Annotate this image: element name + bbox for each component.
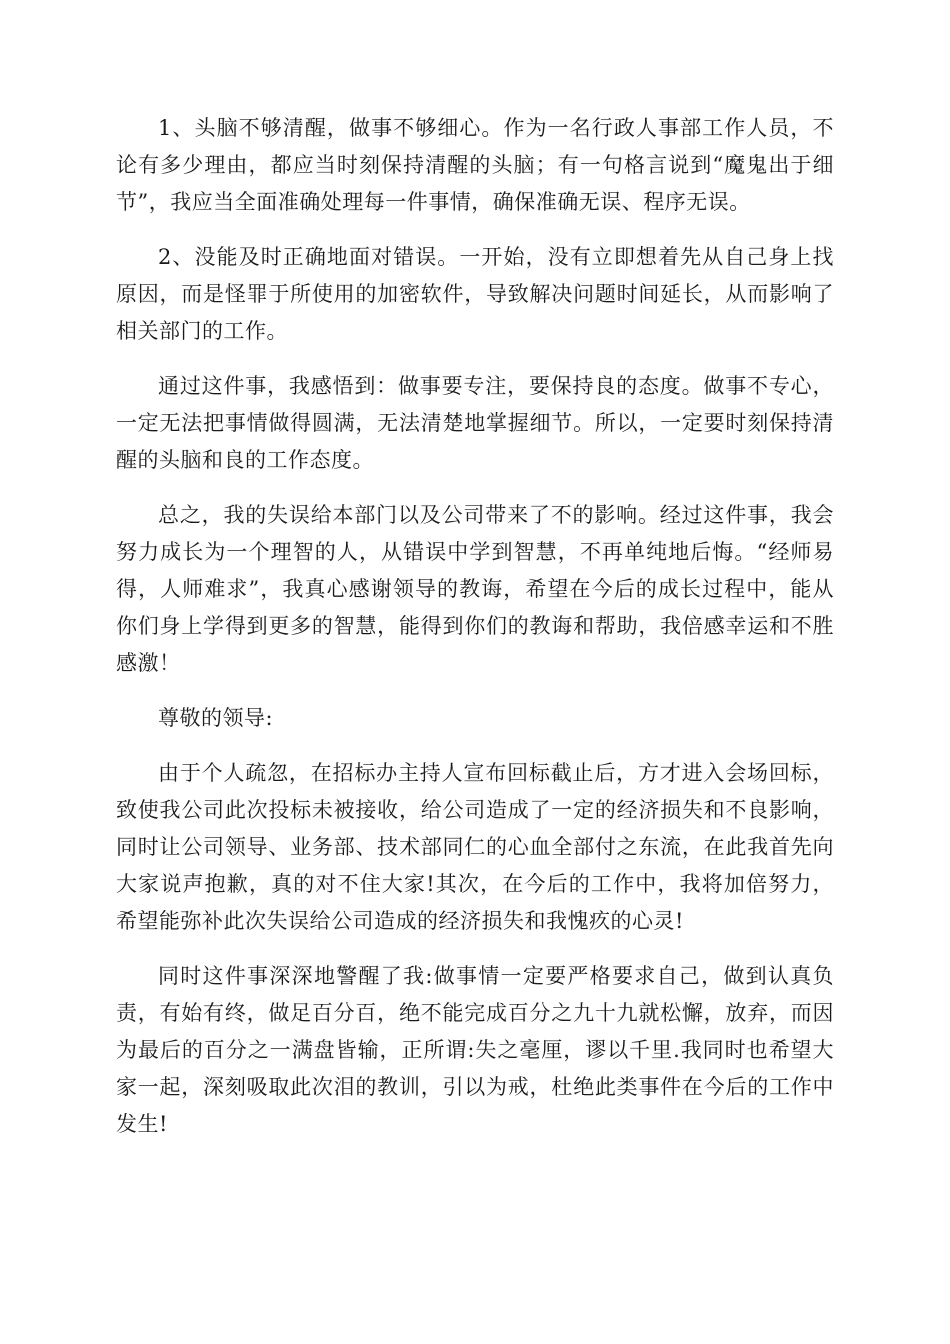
paragraph-mistake-1: 1、头脑不够清醒，做事不够细心。作为一名行政人事部工作人员，不论有多少理由，都应当时刻保持清醒的头脑；有一句格言说到“魔鬼出于细节”，我应当全面准确处理每一件事情，确保准确无误、程序无误。	[116, 116, 834, 214]
paragraph-apology: 由于个人疏忽，在招标办主持人宣布回标截止后，方才进入会场回标，致使我公司此次投标未被接收，给公司造成了一定的经济损失和不良影响，同时让公司领导、业务部、技术部同仁的心血全部付之东流，在此我首先向大家说声抱歉，真的对不住大家!其次，在今后的工作中，我将加倍努力，希望能弥补此次失误给公司造成的经济损失和我愧疚的心灵!	[116, 761, 834, 933]
paragraph-reflection: 同时这件事深深地警醒了我:做事情一定要严格要求自己，做到认真负责，有始有终，做足百分百，绝不能完成百分之九十九就松懈，放弃，而因为最后的百分之一满盘皆输，正所谓:失之毫厘，谬以千里.我同时也希望大家一起，深刻吸取此次泪的教训，引以为戒，杜绝此类事件在今后的工作中发生!	[116, 964, 834, 1136]
paragraph-conclusion: 总之，我的失误给本部门以及公司带来了不的影响。经过这件事，我会努力成长为一个理智的人，从错误中学到智慧，不再单纯地后悔。“经师易得，人师难求”，我真心感谢领导的教诲，希望在今后的成长过程中，能从你们身上学得到更多的智慧，能得到你们的教诲和帮助，我倍感幸运和不胜感激！	[116, 503, 834, 675]
paragraph-mistake-2: 2、没能及时正确地面对错误。一开始，没有立即想着先从自己身上找原因，而是怪罪于所使用的加密软件，导致解决问题时间延长，从而影响了相关部门的工作。	[116, 245, 834, 343]
document-page	[116, 110, 834, 1161]
paragraph-lesson: 通过这件事，我感悟到：做事要专注，要保持良的态度。做事不专心，一定无法把事情做得圆满，无法清楚地掌握细节。所以，一定要时刻保持清醒的头脑和良的工作态度。	[116, 374, 834, 472]
salutation: 尊敬的领导:	[158, 706, 274, 730]
